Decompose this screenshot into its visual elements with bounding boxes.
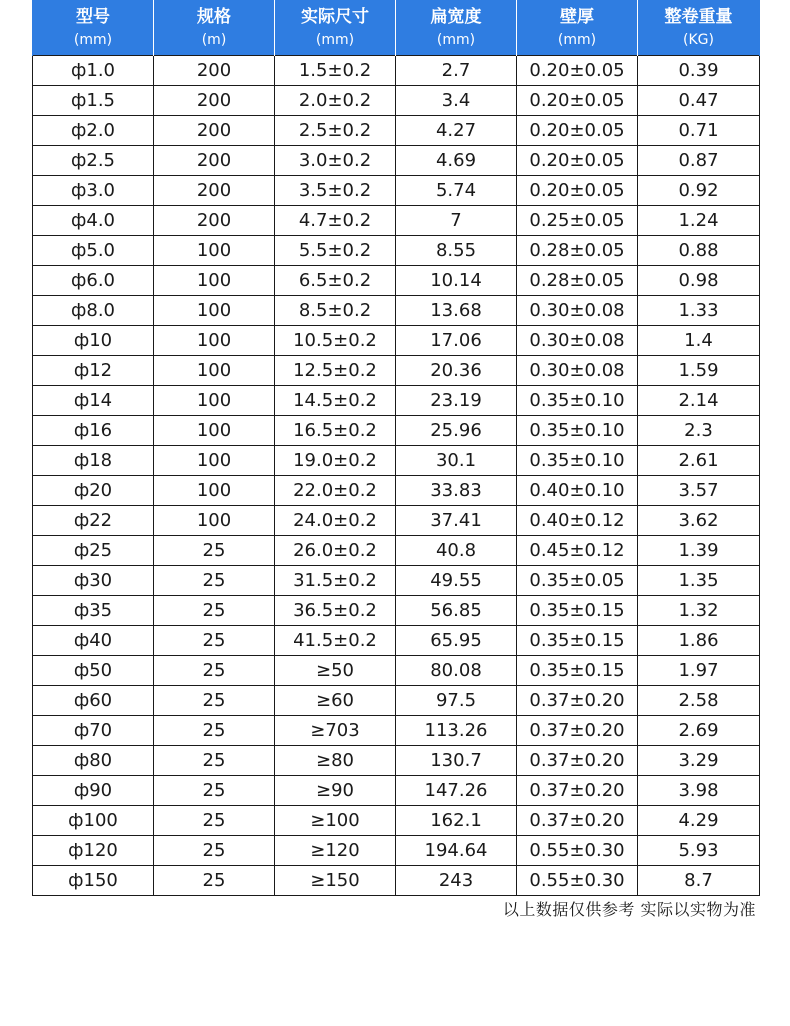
header-cell-flat-width xyxy=(396,0,517,56)
table-row xyxy=(33,416,760,446)
cell-roll-weight: 1.24 xyxy=(638,206,760,236)
header-title: 扁宽度 xyxy=(430,6,482,27)
cell-actual-size: 3.5±0.2 xyxy=(275,176,396,206)
cell-wall-thickness: 0.30±0.08 xyxy=(517,296,638,326)
cell-flat-width: 8.55 xyxy=(396,236,517,266)
cell-flat-width: 17.06 xyxy=(396,326,517,356)
cell-model: ф1.0 xyxy=(33,56,154,86)
header-unit: (mm) xyxy=(73,31,113,48)
cell-model: ф18 xyxy=(33,446,154,476)
header-row xyxy=(33,0,760,56)
cell-actual-size: 22.0±0.2 xyxy=(275,476,396,506)
table-row xyxy=(33,626,760,656)
table-row xyxy=(33,356,760,386)
cell-model: ф2.5 xyxy=(33,146,154,176)
table-row xyxy=(33,866,760,896)
cell-spec: 100 xyxy=(154,236,275,266)
cell-flat-width: 243 xyxy=(396,866,517,896)
header-title: 规格 xyxy=(197,6,231,27)
cell-roll-weight: 8.7 xyxy=(638,866,760,896)
cell-roll-weight: 1.4 xyxy=(638,326,760,356)
cell-spec: 100 xyxy=(154,506,275,536)
cell-actual-size: 2.0±0.2 xyxy=(275,86,396,116)
cell-spec: 25 xyxy=(154,536,275,566)
cell-flat-width: 25.96 xyxy=(396,416,517,446)
cell-actual-size: 1.5±0.2 xyxy=(275,56,396,86)
header-unit: (KG) xyxy=(683,31,714,48)
cell-flat-width: 194.64 xyxy=(396,836,517,866)
cell-model: ф16 xyxy=(33,416,154,446)
cell-flat-width: 20.36 xyxy=(396,356,517,386)
cell-wall-thickness: 0.35±0.10 xyxy=(517,416,638,446)
spec-table xyxy=(32,0,760,896)
cell-wall-thickness: 0.20±0.05 xyxy=(517,146,638,176)
cell-actual-size: 41.5±0.2 xyxy=(275,626,396,656)
cell-spec: 100 xyxy=(154,326,275,356)
cell-roll-weight: 3.29 xyxy=(638,746,760,776)
cell-flat-width: 162.1 xyxy=(396,806,517,836)
cell-roll-weight: 0.47 xyxy=(638,86,760,116)
cell-flat-width: 147.26 xyxy=(396,776,517,806)
cell-model: ф6.0 xyxy=(33,266,154,296)
table-body xyxy=(33,56,760,896)
cell-wall-thickness: 0.35±0.05 xyxy=(517,566,638,596)
cell-wall-thickness: 0.37±0.20 xyxy=(517,806,638,836)
footnote: 以上数据仅供参考 实际以实物为准 xyxy=(502,900,756,919)
table-row xyxy=(33,446,760,476)
cell-actual-size: ≥150 xyxy=(275,866,396,896)
cell-roll-weight: 1.39 xyxy=(638,536,760,566)
header-cell-actual-size xyxy=(275,0,396,56)
table-row xyxy=(33,836,760,866)
cell-model: ф2.0 xyxy=(33,116,154,146)
cell-flat-width: 2.7 xyxy=(396,56,517,86)
table-row xyxy=(33,506,760,536)
cell-roll-weight: 2.58 xyxy=(638,686,760,716)
cell-wall-thickness: 0.30±0.08 xyxy=(517,356,638,386)
cell-wall-thickness: 0.37±0.20 xyxy=(517,746,638,776)
cell-wall-thickness: 0.20±0.05 xyxy=(517,176,638,206)
table-row xyxy=(33,746,760,776)
cell-model: ф90 xyxy=(33,776,154,806)
cell-spec: 25 xyxy=(154,686,275,716)
cell-actual-size: 4.7±0.2 xyxy=(275,206,396,236)
cell-spec: 200 xyxy=(154,146,275,176)
cell-roll-weight: 5.93 xyxy=(638,836,760,866)
cell-spec: 25 xyxy=(154,806,275,836)
cell-model: ф14 xyxy=(33,386,154,416)
cell-roll-weight: 1.86 xyxy=(638,626,760,656)
cell-spec: 200 xyxy=(154,86,275,116)
cell-roll-weight: 1.97 xyxy=(638,656,760,686)
cell-wall-thickness: 0.35±0.15 xyxy=(517,626,638,656)
header-cell-model xyxy=(33,0,154,56)
cell-wall-thickness: 0.55±0.30 xyxy=(517,866,638,896)
cell-flat-width: 13.68 xyxy=(396,296,517,326)
table-row xyxy=(33,776,760,806)
cell-flat-width: 56.85 xyxy=(396,596,517,626)
cell-model: ф20 xyxy=(33,476,154,506)
cell-spec: 100 xyxy=(154,386,275,416)
cell-wall-thickness: 0.45±0.12 xyxy=(517,536,638,566)
cell-wall-thickness: 0.35±0.10 xyxy=(517,446,638,476)
header-unit: (m) xyxy=(201,31,227,48)
cell-flat-width: 49.55 xyxy=(396,566,517,596)
cell-actual-size: 12.5±0.2 xyxy=(275,356,396,386)
header-unit: (mm) xyxy=(315,31,355,48)
cell-spec: 25 xyxy=(154,626,275,656)
table-row xyxy=(33,146,760,176)
header-cell-wall-thickness xyxy=(517,0,638,56)
cell-spec: 100 xyxy=(154,356,275,386)
header-title: 实际尺寸 xyxy=(301,6,369,27)
cell-wall-thickness: 0.20±0.05 xyxy=(517,116,638,146)
cell-model: ф12 xyxy=(33,356,154,386)
header-cell-spec xyxy=(154,0,275,56)
cell-spec: 100 xyxy=(154,476,275,506)
cell-wall-thickness: 0.28±0.05 xyxy=(517,236,638,266)
cell-actual-size: 8.5±0.2 xyxy=(275,296,396,326)
cell-actual-size: ≥100 xyxy=(275,806,396,836)
table-row xyxy=(33,56,760,86)
cell-model: ф120 xyxy=(33,836,154,866)
header-title: 壁厚 xyxy=(560,6,594,27)
cell-spec: 25 xyxy=(154,836,275,866)
cell-spec: 100 xyxy=(154,446,275,476)
cell-roll-weight: 4.29 xyxy=(638,806,760,836)
cell-spec: 25 xyxy=(154,566,275,596)
cell-flat-width: 40.8 xyxy=(396,536,517,566)
cell-spec: 200 xyxy=(154,56,275,86)
cell-wall-thickness: 0.30±0.08 xyxy=(517,326,638,356)
table-row xyxy=(33,596,760,626)
header-title: 整卷重量 xyxy=(664,6,733,27)
cell-actual-size: ≥80 xyxy=(275,746,396,776)
cell-roll-weight: 0.88 xyxy=(638,236,760,266)
table-row xyxy=(33,716,760,746)
cell-model: ф70 xyxy=(33,716,154,746)
cell-flat-width: 30.1 xyxy=(396,446,517,476)
cell-model: ф35 xyxy=(33,596,154,626)
table-row xyxy=(33,206,760,236)
cell-model: ф10 xyxy=(33,326,154,356)
cell-actual-size: 19.0±0.2 xyxy=(275,446,396,476)
cell-roll-weight: 2.14 xyxy=(638,386,760,416)
cell-roll-weight: 1.32 xyxy=(638,596,760,626)
header-unit: (mm) xyxy=(557,31,597,48)
cell-roll-weight: 0.71 xyxy=(638,116,760,146)
cell-actual-size: ≥703 xyxy=(275,716,396,746)
table-row xyxy=(33,236,760,266)
table-row xyxy=(33,686,760,716)
cell-model: ф50 xyxy=(33,656,154,686)
cell-actual-size: 31.5±0.2 xyxy=(275,566,396,596)
table-row xyxy=(33,386,760,416)
cell-wall-thickness: 0.20±0.05 xyxy=(517,86,638,116)
table-row xyxy=(33,656,760,686)
table-row xyxy=(33,806,760,836)
cell-flat-width: 80.08 xyxy=(396,656,517,686)
cell-model: ф100 xyxy=(33,806,154,836)
table-row xyxy=(33,326,760,356)
cell-roll-weight: 1.59 xyxy=(638,356,760,386)
cell-roll-weight: 3.62 xyxy=(638,506,760,536)
table-row xyxy=(33,266,760,296)
cell-wall-thickness: 0.35±0.10 xyxy=(517,386,638,416)
cell-model: ф1.5 xyxy=(33,86,154,116)
cell-wall-thickness: 0.35±0.15 xyxy=(517,596,638,626)
cell-wall-thickness: 0.35±0.15 xyxy=(517,656,638,686)
cell-roll-weight: 2.61 xyxy=(638,446,760,476)
cell-wall-thickness: 0.37±0.20 xyxy=(517,716,638,746)
cell-flat-width: 3.4 xyxy=(396,86,517,116)
cell-actual-size: 6.5±0.2 xyxy=(275,266,396,296)
cell-flat-width: 113.26 xyxy=(396,716,517,746)
cell-roll-weight: 1.35 xyxy=(638,566,760,596)
table-row xyxy=(33,476,760,506)
cell-flat-width: 65.95 xyxy=(396,626,517,656)
cell-roll-weight: 1.33 xyxy=(638,296,760,326)
cell-actual-size: 2.5±0.2 xyxy=(275,116,396,146)
cell-flat-width: 7 xyxy=(396,206,517,236)
cell-spec: 200 xyxy=(154,176,275,206)
cell-actual-size: ≥90 xyxy=(275,776,396,806)
cell-model: ф25 xyxy=(33,536,154,566)
cell-actual-size: 16.5±0.2 xyxy=(275,416,396,446)
cell-model: ф80 xyxy=(33,746,154,776)
cell-wall-thickness: 0.55±0.30 xyxy=(517,836,638,866)
cell-flat-width: 130.7 xyxy=(396,746,517,776)
cell-roll-weight: 3.57 xyxy=(638,476,760,506)
cell-actual-size: ≥50 xyxy=(275,656,396,686)
table-header xyxy=(33,0,760,56)
cell-roll-weight: 0.87 xyxy=(638,146,760,176)
cell-flat-width: 4.27 xyxy=(396,116,517,146)
cell-spec: 25 xyxy=(154,656,275,686)
cell-roll-weight: 2.3 xyxy=(638,416,760,446)
cell-actual-size: 24.0±0.2 xyxy=(275,506,396,536)
table-row xyxy=(33,566,760,596)
header-unit: (mm) xyxy=(436,31,476,48)
table-row xyxy=(33,116,760,146)
cell-flat-width: 4.69 xyxy=(396,146,517,176)
cell-spec: 200 xyxy=(154,206,275,236)
cell-spec: 25 xyxy=(154,866,275,896)
cell-model: ф60 xyxy=(33,686,154,716)
cell-wall-thickness: 0.40±0.12 xyxy=(517,506,638,536)
table-row xyxy=(33,176,760,206)
cell-wall-thickness: 0.20±0.05 xyxy=(517,56,638,86)
cell-flat-width: 37.41 xyxy=(396,506,517,536)
table-row xyxy=(33,296,760,326)
cell-actual-size: 26.0±0.2 xyxy=(275,536,396,566)
cell-spec: 25 xyxy=(154,716,275,746)
cell-wall-thickness: 0.25±0.05 xyxy=(517,206,638,236)
cell-spec: 25 xyxy=(154,596,275,626)
cell-roll-weight: 0.39 xyxy=(638,56,760,86)
cell-model: ф5.0 xyxy=(33,236,154,266)
table-row xyxy=(33,86,760,116)
cell-actual-size: 14.5±0.2 xyxy=(275,386,396,416)
cell-actual-size: 5.5±0.2 xyxy=(275,236,396,266)
cell-roll-weight: 3.98 xyxy=(638,776,760,806)
cell-flat-width: 97.5 xyxy=(396,686,517,716)
cell-wall-thickness: 0.40±0.10 xyxy=(517,476,638,506)
cell-wall-thickness: 0.37±0.20 xyxy=(517,776,638,806)
cell-actual-size: 3.0±0.2 xyxy=(275,146,396,176)
header-cell-roll-weight xyxy=(638,0,760,56)
cell-model: ф30 xyxy=(33,566,154,596)
cell-actual-size: ≥120 xyxy=(275,836,396,866)
cell-roll-weight: 2.69 xyxy=(638,716,760,746)
cell-spec: 25 xyxy=(154,746,275,776)
cell-model: ф40 xyxy=(33,626,154,656)
cell-roll-weight: 0.92 xyxy=(638,176,760,206)
cell-model: ф8.0 xyxy=(33,296,154,326)
cell-roll-weight: 0.98 xyxy=(638,266,760,296)
cell-flat-width: 10.14 xyxy=(396,266,517,296)
cell-model: ф22 xyxy=(33,506,154,536)
cell-actual-size: 36.5±0.2 xyxy=(275,596,396,626)
cell-actual-size: 10.5±0.2 xyxy=(275,326,396,356)
cell-flat-width: 5.74 xyxy=(396,176,517,206)
cell-spec: 25 xyxy=(154,776,275,806)
cell-wall-thickness: 0.37±0.20 xyxy=(517,686,638,716)
cell-flat-width: 33.83 xyxy=(396,476,517,506)
cell-spec: 100 xyxy=(154,266,275,296)
cell-spec: 200 xyxy=(154,116,275,146)
cell-spec: 100 xyxy=(154,296,275,326)
cell-wall-thickness: 0.28±0.05 xyxy=(517,266,638,296)
cell-model: ф4.0 xyxy=(33,206,154,236)
table-row xyxy=(33,536,760,566)
cell-model: ф3.0 xyxy=(33,176,154,206)
cell-spec: 100 xyxy=(154,416,275,446)
cell-model: ф150 xyxy=(33,866,154,896)
cell-flat-width: 23.19 xyxy=(396,386,517,416)
header-title: 型号 xyxy=(76,6,110,27)
cell-actual-size: ≥60 xyxy=(275,686,396,716)
